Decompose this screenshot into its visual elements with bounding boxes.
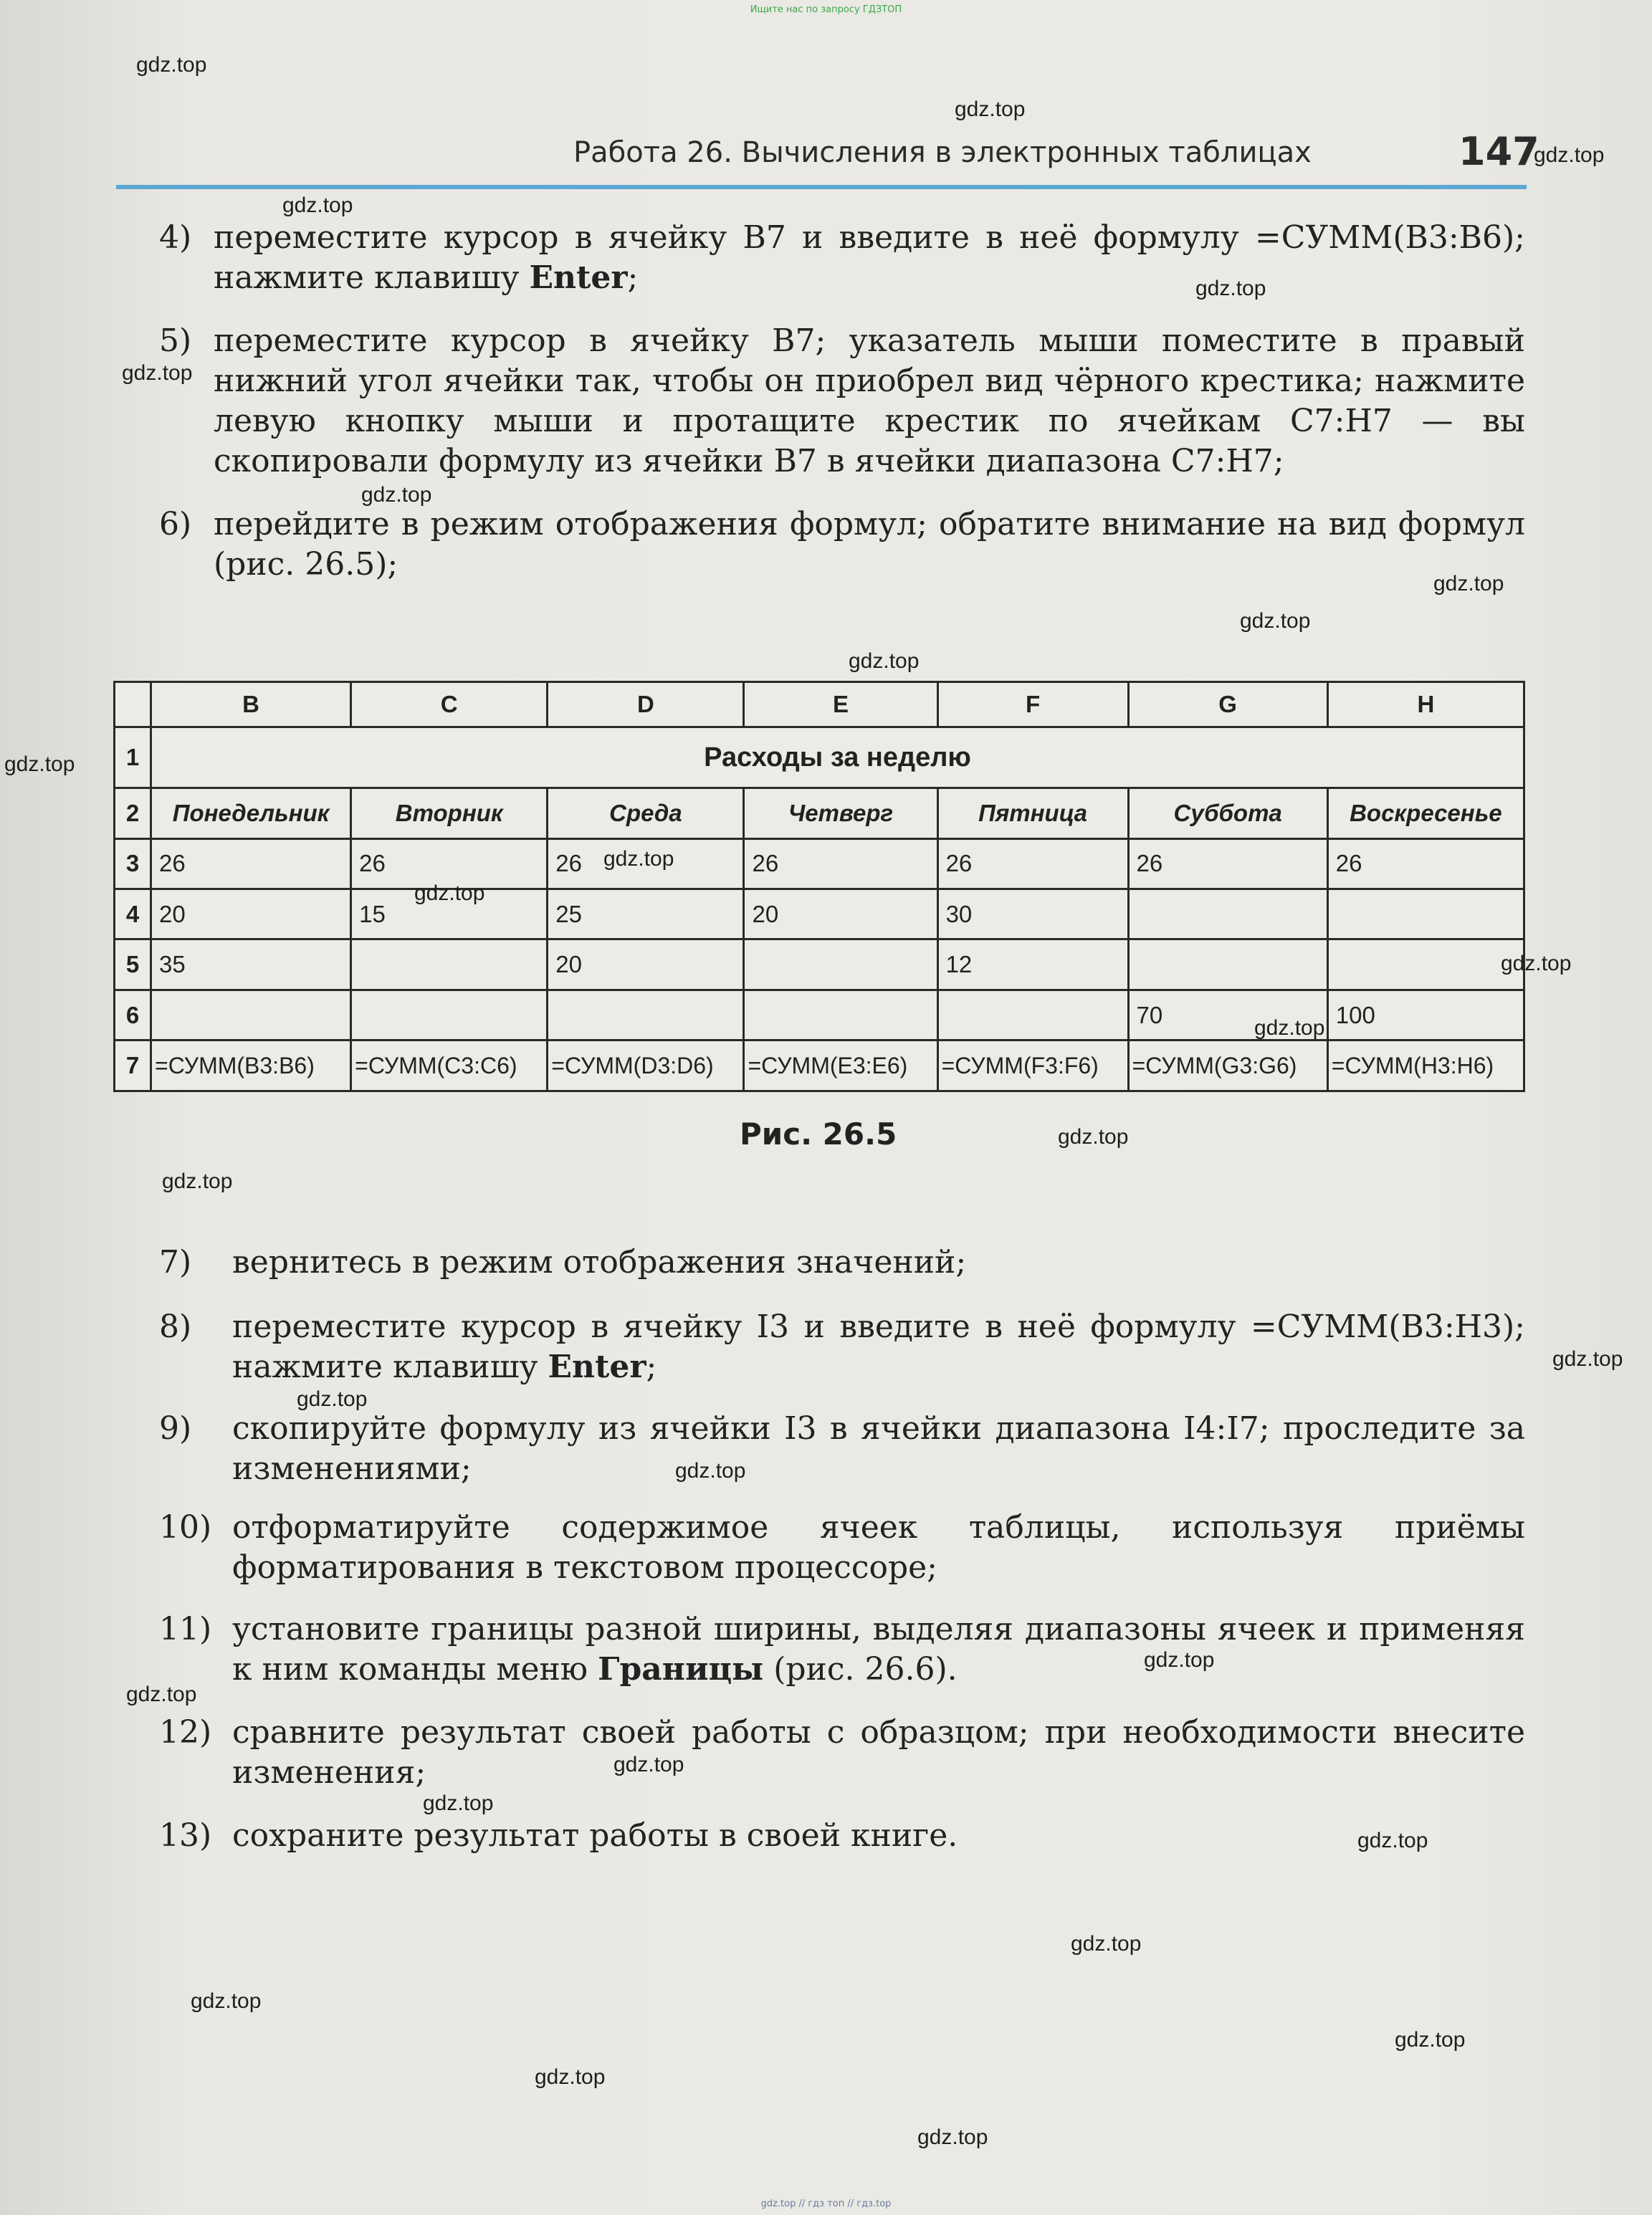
watermark-text: gdz.top <box>1071 1932 1142 1956</box>
watermark-text: gdz.top <box>1357 1829 1428 1852</box>
watermark-text: gdz.top <box>613 1753 684 1776</box>
table-cell: 26 <box>744 838 937 889</box>
day-cell: Среда <box>548 788 744 838</box>
formula-cell: =СУММ(F3:F6) <box>937 1040 1128 1091</box>
watermark-text: gdz.top <box>1254 1016 1325 1040</box>
step-text: установите границы разной ширины, выделяя диапазоны ячеек и применяя к ним команды меню Границы (рис. 26.6). <box>232 1611 1525 1688</box>
table-cell <box>151 990 351 1040</box>
watermark-text: gdz.top <box>423 1791 494 1815</box>
corner-cell <box>115 682 151 727</box>
watermark-text: gdz.top <box>535 2065 606 2089</box>
table-cell <box>1327 939 1524 990</box>
column-header: F <box>937 682 1128 727</box>
table-row <box>115 727 1524 788</box>
step-text: сравните результат своей работы с образцом; при необходимости внесите изменения; <box>232 1714 1525 1791</box>
table-cell: 70 <box>1128 990 1327 1040</box>
day-cell: Пятница <box>937 788 1128 838</box>
day-cell: Четверг <box>744 788 937 838</box>
row-header: 5 <box>115 939 151 990</box>
step-text: переместите курсор в ячейку B7 и введите в неё формулу =СУММ(B3:B6); нажмите клавишу Enter; <box>214 219 1525 296</box>
table-row <box>115 1040 1524 1091</box>
table-cell <box>937 990 1128 1040</box>
watermark-text: gdz.top <box>297 1387 368 1411</box>
row-header: 2 <box>115 788 151 838</box>
step-number: 6) <box>159 506 192 542</box>
formula-cell: =СУММ(B3:B6) <box>151 1040 351 1091</box>
table-cell <box>351 990 548 1040</box>
table-row <box>115 889 1524 939</box>
table-row <box>115 788 1524 838</box>
column-header: B <box>151 682 351 727</box>
table-row <box>115 939 1524 990</box>
column-header: G <box>1128 682 1327 727</box>
step-number: 7) <box>159 1244 192 1281</box>
watermark-text: gdz.top <box>849 649 920 673</box>
column-header: D <box>548 682 744 727</box>
step-text: отформатируйте содержимое ячеек таблицы, используя приёмы форматирования в текстовом процессоре; <box>232 1509 1525 1586</box>
watermark-text: gdz.top <box>1433 572 1504 595</box>
step-number: 9) <box>159 1410 192 1447</box>
row-header: 3 <box>115 838 151 889</box>
table-cell <box>1128 939 1327 990</box>
table-cell: 26 <box>548 838 744 889</box>
table-row <box>115 838 1524 889</box>
table-cell <box>744 990 937 1040</box>
table-cell: 20 <box>744 889 937 939</box>
step-number: 10) <box>159 1509 212 1546</box>
step-number: 12) <box>159 1714 212 1751</box>
formula-cell: =СУММ(C3:C6) <box>351 1040 548 1091</box>
step-text: вернитесь в режим отображения значений; <box>232 1244 967 1281</box>
watermark-text: gdz.top <box>675 1459 746 1483</box>
watermark-text: gdz.top <box>955 97 1026 121</box>
watermark-text: gdz.top <box>191 1989 262 2013</box>
row-header: 7 <box>115 1040 151 1091</box>
step-number: 13) <box>159 1817 212 1854</box>
table-cell: 26 <box>1327 838 1524 889</box>
table-cell <box>1128 889 1327 939</box>
watermark-text: gdz.top <box>126 1683 197 1706</box>
watermark-text: gdz.top <box>1144 1648 1215 1672</box>
step-text: сохраните результат работы в своей книге. <box>232 1817 958 1854</box>
row-header: 4 <box>115 889 151 939</box>
formula-cell: =СУММ(G3:G6) <box>1128 1040 1327 1091</box>
header-rule <box>116 185 1527 189</box>
table-cell: 26 <box>151 838 351 889</box>
step-number: 5) <box>159 322 192 359</box>
step-text: переместите курсор в ячейку I3 и введите в неё формулу =СУММ(B3:H3); нажмите клавишу Enter; <box>232 1309 1525 1385</box>
step-text: переместите курсор в ячейку B7; указатель мыши поместите в правый нижний угол ячейки так, чтобы он приобрел вид чёрного крестика; нажмите левую кнопку мыши и протащите крестик по ячейкам C7:H7 — вы скопировали формулу из ячейки B7 в ячейки диапазона C7:H7; <box>214 322 1525 479</box>
table-title: Расходы за неделю <box>151 727 1524 788</box>
watermark-text: gdz.top <box>1240 609 1311 633</box>
watermark-text: gdz.top <box>1534 143 1605 167</box>
top-note: Ищите нас по запросу ГДЗТОП <box>750 4 902 15</box>
page-header-title: Работа 26. Вычисления в электронных таблицах <box>573 136 1312 169</box>
table-cell <box>548 990 744 1040</box>
table-cell: 26 <box>351 838 548 889</box>
day-cell: Вторник <box>351 788 548 838</box>
table-cell: 15 <box>351 889 548 939</box>
table-cell: 20 <box>151 889 351 939</box>
page-number: 147 <box>1458 129 1539 174</box>
watermark-text: gdz.top <box>1395 2028 1466 2052</box>
step-text: перейдите в режим отображения формул; обратите внимание на вид формул (рис. 26.5); <box>214 506 1525 583</box>
watermark-text: gdz.top <box>603 847 674 871</box>
day-cell: Понедельник <box>151 788 351 838</box>
watermark-text: gdz.top <box>282 193 353 217</box>
step-number: 8) <box>159 1309 192 1345</box>
watermark-text: gdz.top <box>1552 1347 1623 1371</box>
watermark-text: gdz.top <box>136 53 207 77</box>
day-cell: Суббота <box>1128 788 1327 838</box>
table-cell <box>351 939 548 990</box>
step-number: 11) <box>159 1611 212 1647</box>
watermark-text: gdz.top <box>361 483 432 507</box>
watermark-text: gdz.top <box>1058 1125 1129 1149</box>
table-cell: 12 <box>937 939 1128 990</box>
table-cell <box>744 939 937 990</box>
day-cell: Воскресенье <box>1327 788 1524 838</box>
column-header-row <box>115 682 1524 727</box>
watermark-text: gdz.top <box>122 361 193 385</box>
table-cell: 26 <box>1128 838 1327 889</box>
column-header: E <box>744 682 937 727</box>
watermark-text: gdz.top <box>4 752 75 776</box>
row-header: 6 <box>115 990 151 1040</box>
table-cell <box>1327 889 1524 939</box>
watermark-text: gdz.top <box>414 881 485 905</box>
watermark-text: gdz.top <box>917 2125 988 2149</box>
formula-cell: =СУММ(D3:D6) <box>548 1040 744 1091</box>
step-text: скопируйте формулу из ячейки I3 в ячейки диапазона I4:I7; проследите за изменениями; <box>232 1410 1525 1487</box>
table-cell: 26 <box>937 838 1128 889</box>
figure-caption: Рис. 26.5 <box>740 1116 897 1152</box>
table-cell: 35 <box>151 939 351 990</box>
row-header: 1 <box>115 727 151 788</box>
watermark-text: gdz.top <box>162 1169 233 1193</box>
column-header: C <box>351 682 548 727</box>
table-cell: 100 <box>1327 990 1524 1040</box>
watermark-text: gdz.top <box>1195 277 1266 300</box>
bottom-note: gdz.top // гдз топ // гдз.top <box>760 2199 892 2209</box>
step-number: 4) <box>159 219 192 256</box>
table-cell: 20 <box>548 939 744 990</box>
formula-cell: =СУММ(H3:H6) <box>1327 1040 1524 1091</box>
column-header: H <box>1327 682 1524 727</box>
table-cell: 30 <box>937 889 1128 939</box>
table-cell: 25 <box>548 889 744 939</box>
watermark-text: gdz.top <box>1501 952 1572 975</box>
formula-cell: =СУММ(E3:E6) <box>744 1040 937 1091</box>
